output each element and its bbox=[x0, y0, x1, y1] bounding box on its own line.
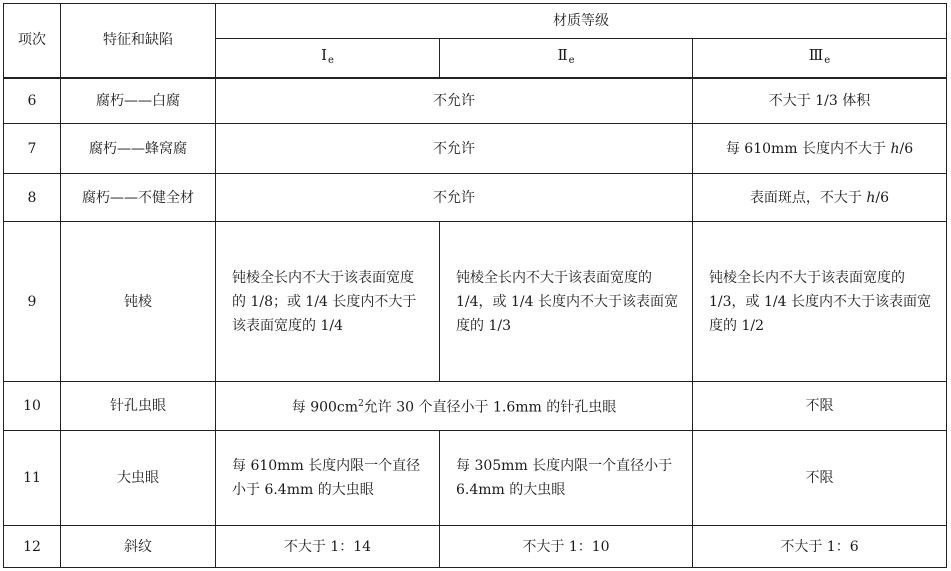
grade-1-limit: 钝棱全长内不大于该表面宽度的 1/8；或 1/4 长度内不大于该表面宽度的 1/4 bbox=[216, 222, 440, 382]
grade-1-2-limit: 不允许 bbox=[216, 124, 693, 174]
grade-3-limit: 每 610mm 长度内不大于 h/6 bbox=[693, 124, 947, 174]
table-row bbox=[4, 222, 947, 382]
grade-2-limit: 每 305mm 长度内限一个直径小于 6.4mm 的大虫眼 bbox=[440, 431, 693, 526]
row-feature: 腐朽——蜂窝腐 bbox=[61, 124, 216, 174]
header-item-no: 项次 bbox=[4, 4, 61, 78]
grade-3-limit: 不限 bbox=[693, 431, 947, 526]
grade-2-limit: 不大于 1：10 bbox=[440, 526, 693, 568]
material-grade-table bbox=[3, 3, 947, 568]
row-feature: 针孔虫眼 bbox=[61, 382, 216, 431]
table-row bbox=[4, 382, 947, 431]
grade-1-limit: 每 610mm 长度内限一个直径小于 6.4mm 的大虫眼 bbox=[216, 431, 440, 526]
row-no: 11 bbox=[4, 431, 61, 526]
table-row bbox=[4, 431, 947, 526]
row-no: 10 bbox=[4, 382, 61, 431]
grade-1-2-limit: 不允许 bbox=[216, 78, 693, 124]
grade-header-2: $Ⅱ_e$ bbox=[440, 39, 693, 78]
grade-3-limit: 不大于 1/3 体积 bbox=[693, 78, 947, 124]
row-feature: 钝棱 bbox=[61, 222, 216, 382]
row-no: 9 bbox=[4, 222, 61, 382]
table-row bbox=[4, 174, 947, 222]
grade-1-2-limit: 不允许 bbox=[216, 174, 693, 222]
grade-1-limit: 不大于 1：14 bbox=[216, 526, 440, 568]
row-feature: 大虫眼 bbox=[61, 431, 216, 526]
header-row bbox=[4, 4, 947, 39]
row-no: 7 bbox=[4, 124, 61, 174]
grade-3-limit: 不限 bbox=[693, 382, 947, 431]
row-feature: 腐朽——不健全材 bbox=[61, 174, 216, 222]
grade-header-1: $Ⅰ_e$ bbox=[216, 39, 440, 78]
grade-3-limit: 钝棱全长内不大于该表面宽度的 1/3，或 1/4 长度内不大于该表面宽度的 1/2 bbox=[693, 222, 947, 382]
row-no: 8 bbox=[4, 174, 61, 222]
table-row bbox=[4, 526, 947, 568]
header-material-grade: 材质等级 bbox=[216, 4, 947, 39]
grade-1-2-limit: 每 $900cm^2$允许 30 个直径小于 1.6mm 的针孔虫眼 bbox=[216, 382, 693, 431]
header-feature: 特征和缺陷 bbox=[61, 4, 216, 78]
grade-3-limit: 表面斑点，不大于 h/6 bbox=[693, 174, 947, 222]
row-no: 6 bbox=[4, 78, 61, 124]
grade-3-limit: 不大于 1：6 bbox=[693, 526, 947, 568]
table-row bbox=[4, 124, 947, 174]
row-no: 12 bbox=[4, 526, 61, 568]
row-feature: 腐朽——白腐 bbox=[61, 78, 216, 124]
grade-2-limit: 钝棱全长内不大于该表面宽度的 1/4，或 1/4 长度内不大于该表面宽度的 1/3 bbox=[440, 222, 693, 382]
row-feature: 斜纹 bbox=[61, 526, 216, 568]
table-row bbox=[4, 78, 947, 124]
grade-header-3: $Ⅲ_e$ bbox=[693, 39, 947, 78]
